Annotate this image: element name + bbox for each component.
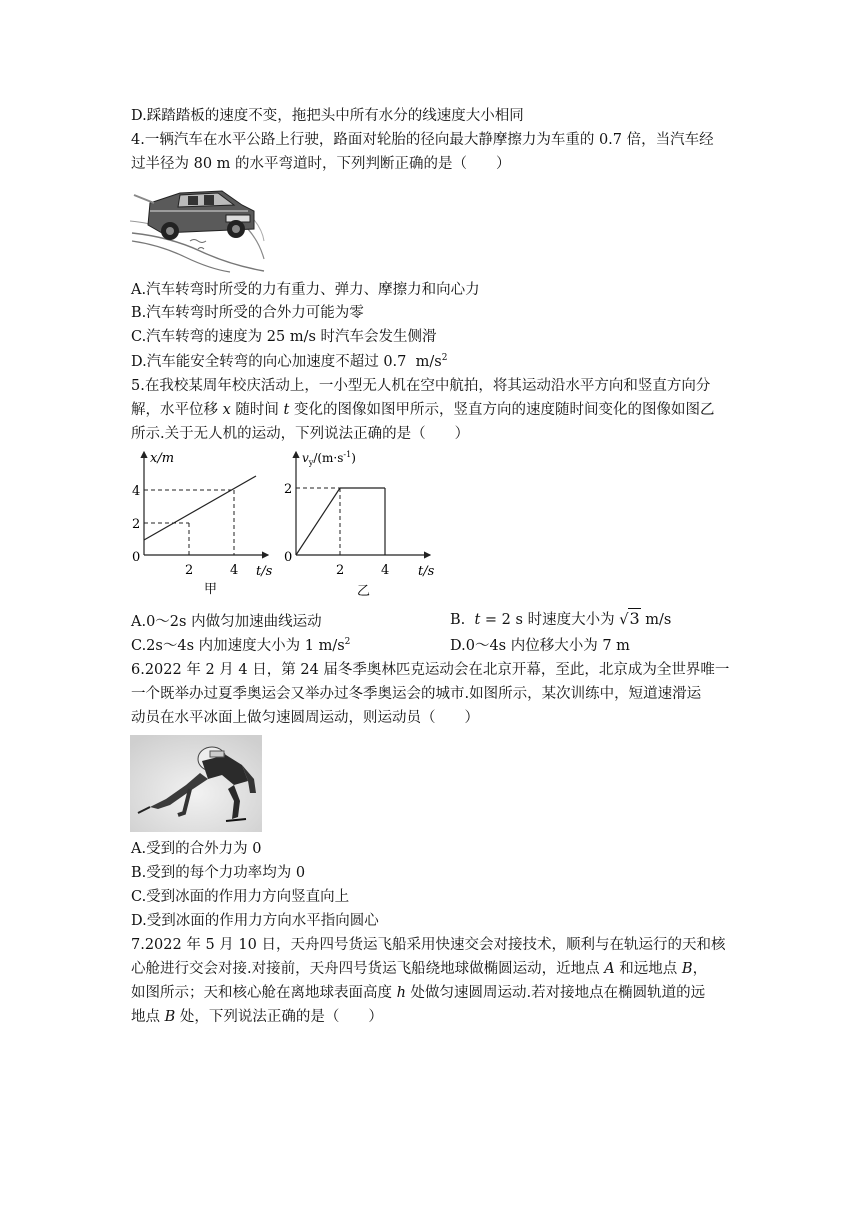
q5-option-c: C.2s～4s 内加速度大小为 1 $m/s^2$: [131, 637, 351, 654]
q4-stem-line1: 4.一辆汽车在水平公路上行驶，路面对轮胎的径向最大静摩擦力为车重的 0.7 倍，当汽车经: [131, 132, 714, 148]
car-turning-image: [130, 181, 265, 273]
q7-stem-line1: 7.2022 年 5 月 10 日，天舟四号货运飞船采用快速交会对接技术，顺利与在轨运行的天和核: [131, 937, 726, 953]
q5-stem-line1: 5.在我校某周年校庆活动上，一小型无人机在空中航拍，将其运动沿水平方向和竖直方向分: [131, 378, 711, 394]
graph-yi-xlabel: t/s: [418, 564, 435, 579]
q6-stem-line1: 6.2022 年 2 月 4 日，第 24 届冬季奥林匹克运动会在北京开幕，至此，北京成为全世界唯一: [131, 662, 730, 678]
q7-stem-line4: 地点 B 处，下列说法正确的是（ ）: [131, 1009, 383, 1025]
graph-yi: [282, 450, 442, 600]
sqrt-radicand: 3: [629, 609, 640, 628]
graph-jia-ylabel: x/m: [150, 451, 175, 466]
graph-yi-xtick-2: 2: [336, 563, 345, 578]
graph-jia-caption: 甲: [204, 582, 218, 597]
q4-option-d-text: D.汽车能安全转弯的向心加速度不超过 0.7: [131, 354, 407, 370]
q4-option-a: A.汽车转弯时所受的力有重力、弹力、摩擦力和向心力: [131, 282, 480, 298]
q6-option-a: A.受到的合外力为 0: [131, 841, 262, 857]
graph-jia-ytick-4: 4: [132, 484, 141, 499]
q6-option-b: B.受到的每个力功率均为 0: [131, 865, 306, 881]
q3-option-d: D.踩踏踏板的速度不变，拖把头中所有水分的线速度大小相同: [131, 108, 524, 124]
graph-jia: [128, 450, 278, 600]
graph-jia-line: [144, 476, 256, 540]
q4-option-d-exp: 2: [441, 353, 448, 363]
q7-stem-line3: 如图所示；天和核心舱在离地球表面高度 h 处做匀速圆周运动.若对接地点在椭圆轨道的远: [131, 985, 706, 1001]
graph-jia-xlabel: t/s: [256, 564, 273, 579]
q4-option-b: B.汽车转弯时所受的合外力可能为零: [131, 305, 364, 321]
graph-yi-xtick-4: 4: [381, 563, 390, 578]
graph-yi-caption: 乙: [357, 584, 371, 599]
q4-stem-line2: 过半径为 80 m 的水平弯道时，下列判断正确的是（ ）: [131, 156, 511, 172]
graph-yi-origin: 0: [284, 550, 293, 565]
graph-yi-ytick-2: 2: [284, 482, 293, 497]
q5-option-a: A.0～2s 内做匀加速曲线运动: [131, 614, 322, 630]
q6-option-d: D.受到冰面的作用力方向水平指向圆心: [131, 913, 379, 929]
q6-stem-line3: 动员在水平冰面上做匀速圆周运动，则运动员（ ）: [131, 710, 479, 726]
q4-option-d: [131, 352, 447, 372]
q5-stem-line3: 所示.关于无人机的运动，下列说法正确的是（ ）: [131, 426, 470, 442]
graph-yi-ramp: [296, 488, 340, 555]
graph-yi-ylabel: $v_y/(m\cdot s^{-1})$: [302, 450, 356, 467]
q5-option-b: B. t = 2 s 时速度大小为 √3 m/s: [450, 609, 672, 628]
q6-option-c: C.受到冰面的作用力方向竖直向上: [131, 889, 350, 905]
speed-skater-image: [130, 735, 262, 832]
graph-jia-xtick-4: 4: [230, 563, 239, 578]
graph-jia-xtick-2: 2: [185, 563, 194, 578]
q5-option-d: D.0～4s 内位移大小为 7 m: [450, 638, 630, 654]
graph-jia-origin: 0: [132, 550, 141, 565]
q5-stem-line2: 解，水平位移 x 随时间 t 变化的图像如图甲所示，竖直方向的速度随时间变化的图像如图乙: [131, 402, 715, 418]
q7-stem-line2: 心舱进行交会对接.对接前，天舟四号货运飞船绕地球做椭圆运动，近地点 A 和远地点 B，: [131, 961, 708, 977]
q6-stem-line2: 一个既举办过夏季奥运会又举办过冬季奥运会的城市.如图所示，某次训练中，短道速滑运: [131, 686, 702, 702]
q4-option-c: C.汽车转弯的速度为 25 m/s 时汽车会发生侧滑: [131, 329, 437, 345]
graph-jia-ytick-2: 2: [132, 517, 141, 532]
q4-option-d-unit: m/s: [415, 354, 442, 370]
